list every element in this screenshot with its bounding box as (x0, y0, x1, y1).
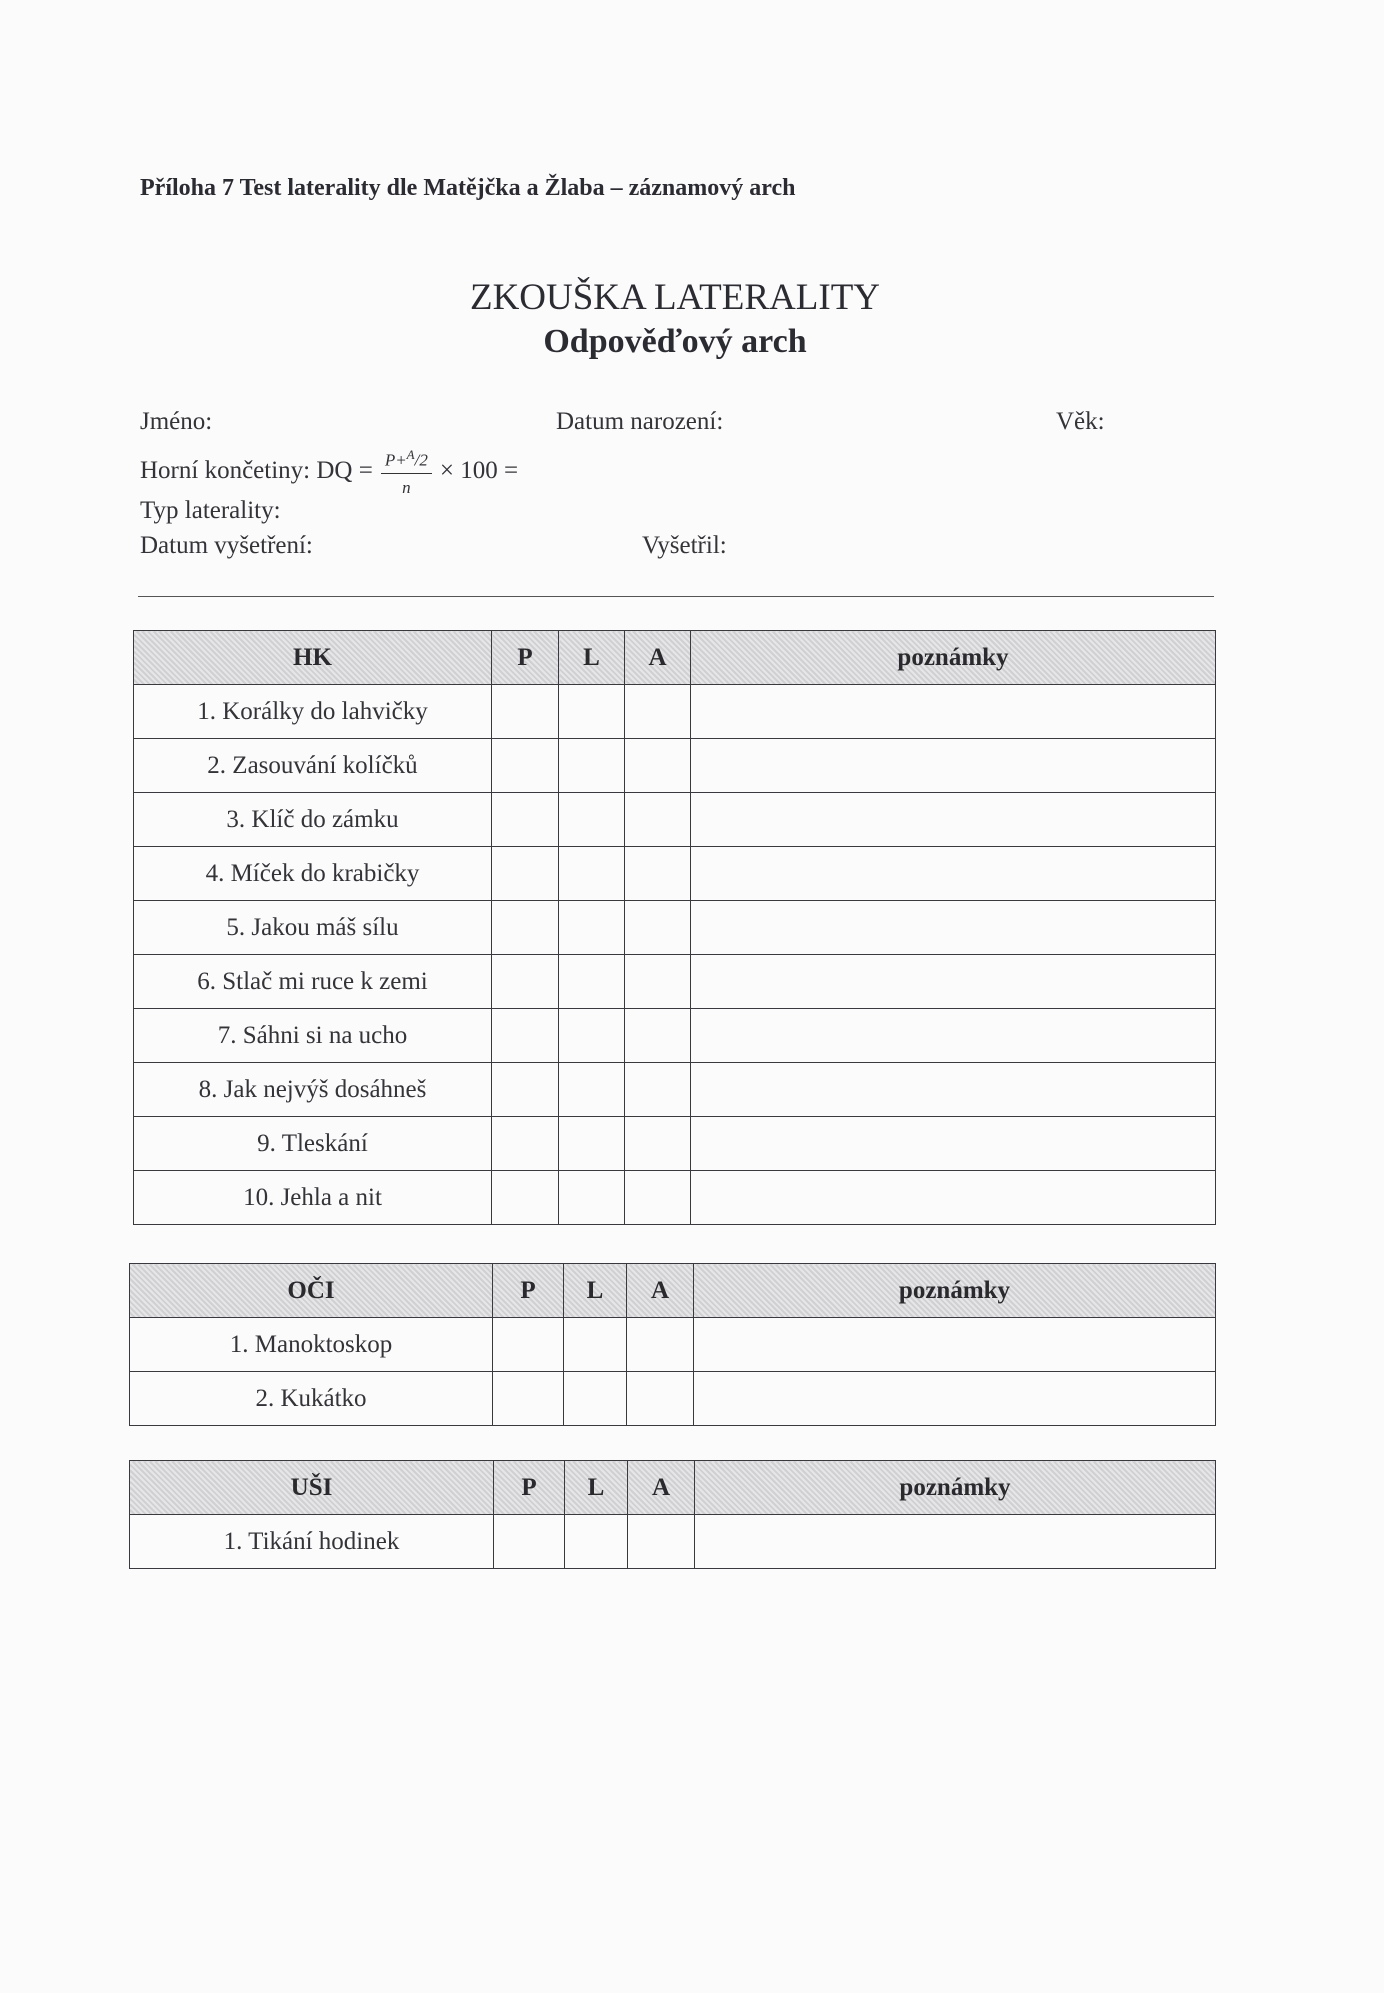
birth-date-field-label: Datum narození: (556, 408, 724, 435)
notes-cell[interactable] (695, 1515, 1216, 1569)
p-cell[interactable] (493, 1372, 564, 1426)
a-cell[interactable] (628, 1515, 695, 1569)
separator-line (138, 596, 1214, 597)
notes-cell[interactable] (691, 955, 1216, 1009)
a-cell[interactable] (627, 1372, 694, 1426)
dq-formula (140, 445, 518, 498)
notes-cell[interactable] (691, 901, 1216, 955)
l-cell[interactable] (559, 1171, 625, 1225)
l-cell[interactable] (564, 1318, 627, 1372)
test-item-label: 1. Manoktoskop (130, 1318, 493, 1372)
notes-cell[interactable] (691, 847, 1216, 901)
sheet-subtitle: Odpověďový arch (543, 323, 807, 360)
p-cell[interactable] (492, 685, 559, 739)
test-item-label: 1. Korálky do lahvičky (134, 685, 492, 739)
p-cell[interactable] (492, 1009, 559, 1063)
table-row (134, 1009, 1216, 1063)
usi-header-row (130, 1461, 1216, 1515)
test-item-label: 7. Sáhni si na ucho (134, 1009, 492, 1063)
hk-header: HK (134, 631, 492, 685)
dq-fraction (381, 445, 432, 498)
test-item-label: 10. Jehla a nit (134, 1171, 492, 1225)
p-cell[interactable] (492, 1117, 559, 1171)
notes-cell[interactable] (691, 1171, 1216, 1225)
column-p: P (492, 631, 559, 685)
usi-table (129, 1460, 1216, 1569)
l-cell[interactable] (559, 901, 625, 955)
l-cell[interactable] (559, 739, 625, 793)
a-cell[interactable] (625, 901, 691, 955)
p-cell[interactable] (492, 1063, 559, 1117)
a-cell[interactable] (625, 793, 691, 847)
test-item-label: 3. Klíč do zámku (134, 793, 492, 847)
l-cell[interactable] (559, 1063, 625, 1117)
notes-cell[interactable] (691, 685, 1216, 739)
a-cell[interactable] (625, 847, 691, 901)
p-cell[interactable] (494, 1515, 565, 1569)
column-l: L (564, 1264, 627, 1318)
column-l: L (565, 1461, 628, 1515)
p-cell[interactable] (492, 1171, 559, 1225)
p-cell[interactable] (492, 901, 559, 955)
oci-table (129, 1263, 1216, 1426)
test-item-label: 2. Zasouvání kolíčků (134, 739, 492, 793)
oci-header: OČI (130, 1264, 493, 1318)
test-item-label: 6. Stlač mi ruce k zemi (134, 955, 492, 1009)
p-cell[interactable] (492, 793, 559, 847)
table-row (134, 739, 1216, 793)
l-cell[interactable] (564, 1372, 627, 1426)
hk-table (133, 630, 1216, 1225)
test-item-label: 9. Tleskání (134, 1117, 492, 1171)
usi-header: UŠI (130, 1461, 494, 1515)
p-cell[interactable] (492, 739, 559, 793)
test-item-label: 4. Míček do krabičky (134, 847, 492, 901)
p-cell[interactable] (492, 955, 559, 1009)
a-cell[interactable] (625, 1009, 691, 1063)
column-notes: poznámky (695, 1461, 1216, 1515)
notes-cell[interactable] (694, 1318, 1216, 1372)
sheet-title: ZKOUŠKA LATERALITY (469, 277, 881, 318)
fraction-denominator: n (402, 477, 411, 497)
column-notes: poznámky (694, 1264, 1216, 1318)
l-cell[interactable] (559, 1117, 625, 1171)
notes-cell[interactable] (691, 1063, 1216, 1117)
column-p: P (493, 1264, 564, 1318)
test-item-label: 2. Kukátko (130, 1372, 493, 1426)
laterality-type-label: Typ laterality: (140, 497, 281, 524)
notes-cell[interactable] (691, 1009, 1216, 1063)
notes-cell[interactable] (694, 1372, 1216, 1426)
column-l: L (559, 631, 625, 685)
l-cell[interactable] (559, 847, 625, 901)
upper-limbs-label: Horní končetiny: DQ = (140, 457, 373, 485)
column-a: A (628, 1461, 695, 1515)
formula-multiplier: × 100 = (439, 457, 519, 485)
hk-header-row (134, 631, 1216, 685)
column-p: P (494, 1461, 565, 1515)
column-notes: poznámky (691, 631, 1216, 685)
exam-date-label: Datum vyšetření: (140, 532, 313, 559)
p-cell[interactable] (492, 847, 559, 901)
a-cell[interactable] (625, 1171, 691, 1225)
column-a: A (625, 631, 691, 685)
l-cell[interactable] (559, 793, 625, 847)
l-cell[interactable] (559, 1009, 625, 1063)
table-row (130, 1372, 1216, 1426)
table-row (134, 901, 1216, 955)
l-cell[interactable] (565, 1515, 628, 1569)
age-field-label: Věk: (1056, 408, 1105, 435)
table-row (134, 955, 1216, 1009)
table-row (134, 1117, 1216, 1171)
table-row (130, 1515, 1216, 1569)
l-cell[interactable] (559, 685, 625, 739)
notes-cell[interactable] (691, 1117, 1216, 1171)
table-row (134, 847, 1216, 901)
a-cell[interactable] (625, 1063, 691, 1117)
test-item-label: 1. Tikání hodinek (130, 1515, 494, 1569)
oci-header-row (130, 1264, 1216, 1318)
table-row (134, 793, 1216, 847)
appendix-heading: Příloha 7 Test laterality dle Matějčka a Žlaba – záznamový arch (140, 175, 796, 201)
fraction-numerator: P+$^A$/2 (381, 445, 432, 474)
notes-cell[interactable] (691, 793, 1216, 847)
notes-cell[interactable] (691, 739, 1216, 793)
table-row (130, 1318, 1216, 1372)
test-item-label: 5. Jakou máš sílu (134, 901, 492, 955)
table-row (134, 1063, 1216, 1117)
a-cell[interactable] (625, 739, 691, 793)
a-cell[interactable] (625, 955, 691, 1009)
a-cell[interactable] (625, 685, 691, 739)
table-row (134, 685, 1216, 739)
l-cell[interactable] (559, 955, 625, 1009)
table-row (134, 1171, 1216, 1225)
test-item-label: 8. Jak nejvýš dosáhneš (134, 1063, 492, 1117)
title-block (0, 276, 1350, 364)
p-cell[interactable] (493, 1318, 564, 1372)
examiner-label: Vyšetřil: (642, 532, 727, 559)
a-cell[interactable] (627, 1318, 694, 1372)
name-field-label: Jméno: (140, 408, 213, 435)
column-a: A (627, 1264, 694, 1318)
a-cell[interactable] (625, 1117, 691, 1171)
